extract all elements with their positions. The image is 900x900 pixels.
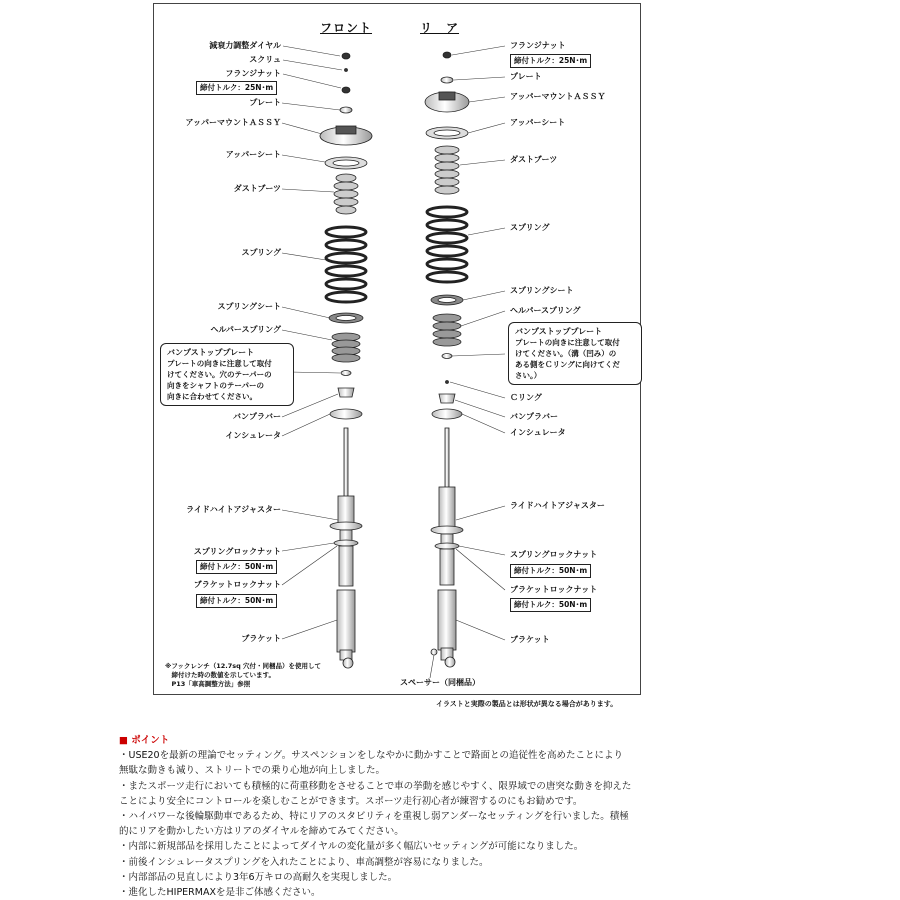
rear-label-c-ring: Ｃリング — [510, 393, 542, 402]
rear-label-bump-rubber: バンプラバー — [510, 412, 558, 421]
front-label-spring-lock-nut: スプリングロックナット — [193, 547, 281, 556]
rear-torque-flange: 締付トルク：25N･m — [510, 54, 591, 68]
footnote-line: P13「車高調整方法」参照 — [165, 680, 251, 688]
point-line: ・前後インシュレータスプリングを入れたことにより、車高調整が容易になりました。 — [119, 856, 489, 868]
point-line: ・USE20を最新の理論でセッティング。サスペンションをしなやかに動かすことで路面との追従性を高めたことにより — [119, 750, 623, 762]
rear-note-line: けてください。（溝（凹み）の — [515, 349, 617, 358]
rear-label-ride-height: ライドハイトアジャスター — [510, 501, 605, 510]
point-line: ・内部に新規部品を採用したことによってダイヤルの変化量が多く幅広いセッティングが可能になりました。 — [119, 841, 584, 853]
front-torque-bracket-lock: 締付トルク：50N･m — [196, 594, 277, 608]
disclaimer: イラストと実際の製品とは形状が異なる場合があります。 — [436, 700, 618, 708]
rear-label-flange-nut: フランジナット — [510, 41, 566, 50]
front-label-flange-nut: フランジナット — [225, 69, 281, 78]
rear-label-spacer: スペーサー（同梱品） — [400, 678, 480, 687]
footnote-line: 締付けた時の数値を示しています。 — [165, 671, 275, 679]
front-note-title: バンプストッププレート — [167, 348, 255, 357]
front-label-spring-seat: スプリングシート — [217, 302, 281, 311]
rear-label-upper-seat: アッパーシート — [510, 118, 566, 127]
rear-label-spring-seat: スプリングシート — [510, 286, 574, 295]
point-line: ・ハイパワーな後輪駆動車であるため、特にリアのスタビリティを重視し弱アンダーなセッティングを行いました。積極 — [119, 811, 629, 823]
rear-torque-bracket-lock: 締付トルク：50N･m — [510, 598, 591, 612]
front-label-ride-height: ライドハイトアジャスター — [186, 505, 281, 514]
front-label-bump-rubber: バンプラバー — [233, 412, 281, 421]
front-label-bracket-lock-nut: ブラケットロックナット — [193, 580, 281, 589]
rear-label-helper-spring: ヘルパースプリング — [510, 306, 581, 315]
front-note-line: 向きをシャフトのテーパーの — [167, 381, 264, 390]
front-note-line: プレートの向きに注意して取付 — [167, 359, 272, 368]
rear-label-spring: スプリング — [510, 223, 550, 232]
front-label-helper-spring: ヘルパースプリング — [210, 325, 281, 334]
front-label-spring: スプリング — [241, 248, 281, 257]
rear-note-line: さい。） — [515, 371, 542, 380]
front-label-insulator: インシュレータ — [225, 431, 281, 440]
rear-label-spring-lock-nut: スプリングロックナット — [510, 550, 598, 559]
rear-assembly — [425, 52, 469, 667]
rear-label-plate: プレート — [510, 72, 542, 81]
front-note-line: けてください。穴のテーパーの — [167, 370, 272, 379]
front-bump-stop-note — [160, 343, 294, 406]
front-footnote — [165, 662, 321, 689]
point-line: ことにより安全にコントロールを楽しむことができます。スポーツ走行初心者が練習するのにもお勧めです。 — [119, 795, 583, 807]
rear-bump-stop-note — [508, 322, 642, 385]
footnote-line: ※フックレンチ（12.7sq 穴付・同梱品）を使用して — [165, 662, 322, 670]
point-line: ・進化したHIPERMAXを是非ご体感ください。 — [119, 887, 321, 899]
front-label-dust-boot: ダストブーツ — [233, 184, 281, 193]
front-assembly — [320, 53, 372, 668]
points-title: ■ ポイント — [119, 735, 170, 746]
front-label-dial: 減衰力調整ダイヤル — [209, 41, 281, 50]
point-line: ・またスポーツ走行においても積極的に荷重移動をさせることで車の挙動を感じやすく、限界域での唐突な動きを抑えた — [119, 780, 632, 792]
front-torque-flange: 締付トルク：25N･m — [196, 81, 277, 95]
front-label-bracket: ブラケット — [241, 634, 281, 643]
rear-label-bracket: ブラケット — [510, 635, 550, 644]
rear-label-insulator: インシュレータ — [510, 428, 566, 437]
rear-label-dust-boot: ダストブーツ — [510, 155, 558, 164]
point-line: ・内部部品の見直しにより3年6万キロの高耐久を実現しました。 — [119, 871, 398, 883]
front-label-upper-mount: アッパーマウントＡＳＳＹ — [185, 118, 281, 127]
rear-header: リ ア — [420, 21, 460, 35]
point-line: 無駄な動きも減り、ストリートでの乗り心地が向上しました。 — [119, 765, 386, 777]
front-label-plate: プレート — [249, 98, 281, 107]
rear-label-bracket-lock-nut: ブラケットロックナット — [510, 585, 598, 594]
rear-torque-spring-lock: 締付トルク：50N･m — [510, 564, 591, 578]
rear-note-line: プレートの向きに注意して取付 — [515, 338, 620, 347]
point-line: 的にリアを動かしたい方はリアのダイヤルを締めてみてください。 — [119, 826, 404, 838]
front-torque-spring-lock: 締付トルク：50N･m — [196, 560, 277, 574]
front-label-upper-seat: アッパーシート — [225, 150, 281, 159]
front-label-screw: スクリュ — [249, 55, 281, 64]
front-header: フロント — [320, 21, 373, 35]
rear-label-upper-mount: アッパーマウントＡＳＳＹ — [510, 92, 606, 101]
rear-note-title: バンプストッププレート — [515, 327, 603, 336]
front-note-line: 向きに合わせてください。 — [167, 392, 257, 401]
points-section — [119, 733, 679, 900]
rear-note-line: ある側をＣリングに向けてくだ — [515, 360, 620, 369]
